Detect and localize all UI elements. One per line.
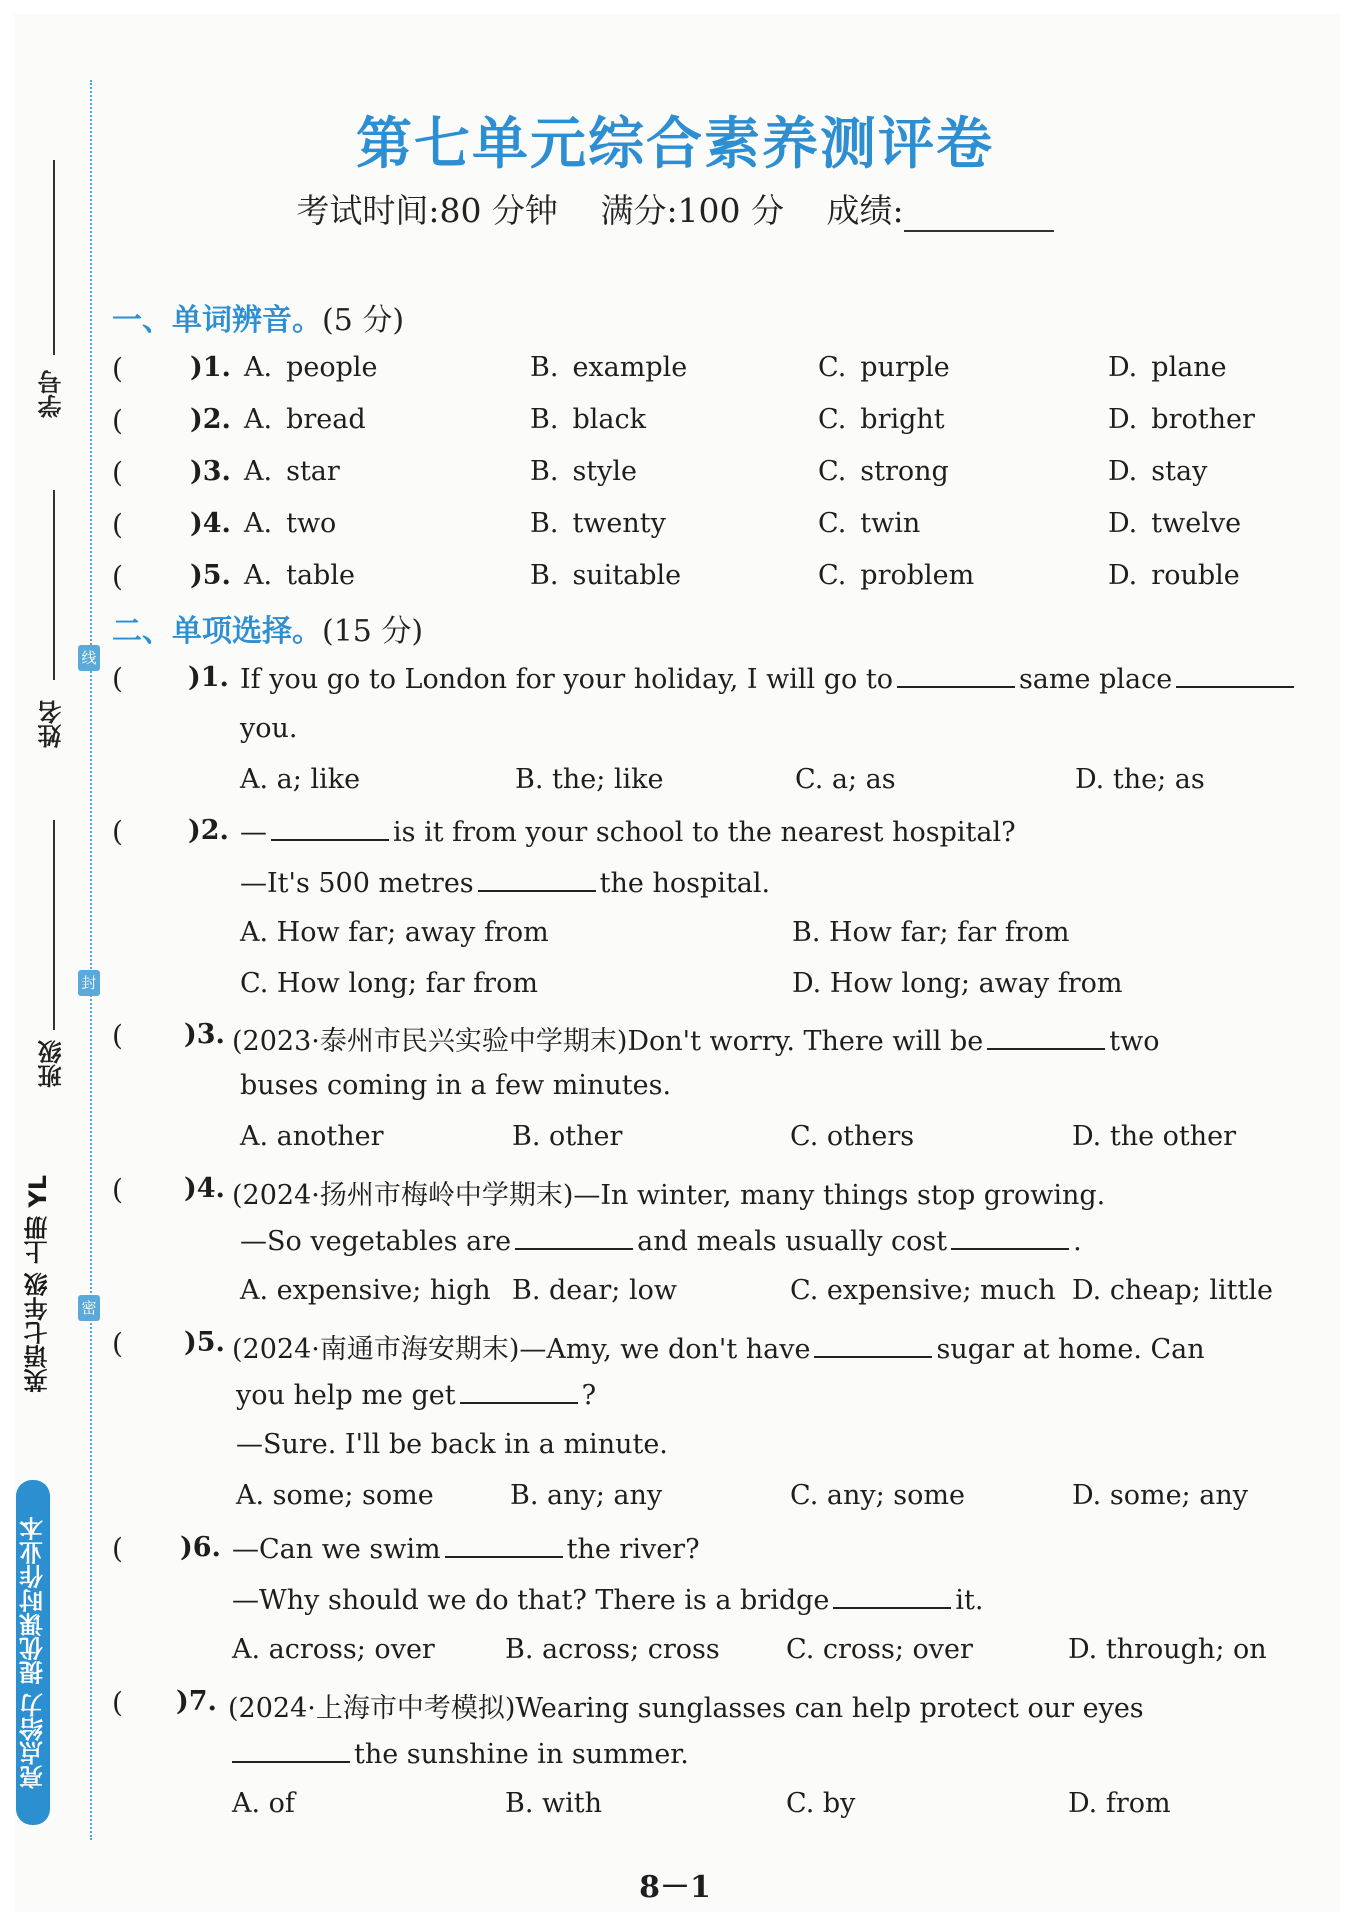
- q5-line1: [232, 1327, 1205, 1366]
- brand-label: 亮点给力 提优课时作业本: [16, 1480, 50, 1825]
- option-word: rouble: [1151, 560, 1240, 591]
- option-word: purple: [860, 352, 950, 383]
- fill-blank[interactable]: [232, 1737, 350, 1763]
- q2-line1: [240, 815, 1016, 848]
- word-option-b[interactable]: [530, 508, 666, 539]
- q6-option-c[interactable]: C. cross; over: [786, 1634, 973, 1665]
- q4-option-c[interactable]: C. expensive; much: [790, 1275, 1056, 1306]
- word-option-b[interactable]: [530, 404, 646, 435]
- section2-heading: [112, 606, 423, 650]
- seal-seal-mark: 封: [78, 970, 100, 996]
- q7-line1: (2024·上海市中考模拟)Wearing sunglasses can help protect our eyes: [228, 1693, 1144, 1724]
- answer-paren[interactable]: (: [112, 352, 123, 385]
- word-option-d[interactable]: [1108, 352, 1227, 383]
- q6-option-d[interactable]: D. through; on: [1068, 1634, 1267, 1665]
- q5-option-b[interactable]: B. any; any: [510, 1480, 663, 1511]
- option-word: bread: [286, 404, 366, 435]
- answer-paren[interactable]: (: [112, 1173, 123, 1206]
- word-option-c[interactable]: [818, 560, 974, 591]
- question-number: )5.: [184, 1327, 225, 1358]
- exam-time: 考试时间:80 分钟: [296, 191, 558, 230]
- word-option-c[interactable]: [818, 456, 949, 487]
- option-word: problem: [860, 560, 975, 591]
- word-option-a[interactable]: [244, 352, 378, 383]
- option-word: style: [572, 456, 638, 487]
- question-number: )1.: [190, 352, 231, 383]
- question-number: )1.: [188, 662, 229, 693]
- answer-paren[interactable]: (: [112, 404, 123, 437]
- page-number: 8－1: [639, 1870, 711, 1905]
- q4-option-d[interactable]: D. cheap; little: [1072, 1275, 1273, 1306]
- question-number: )3.: [190, 456, 231, 487]
- question-number: )2.: [188, 815, 229, 846]
- word-option-d[interactable]: [1108, 456, 1207, 487]
- q1-line1: [240, 662, 1298, 695]
- q4-line1: (2024·扬州市梅岭中学期末)—In winter, many things stop growing.: [232, 1180, 1106, 1211]
- answer-paren[interactable]: (: [112, 1686, 123, 1719]
- q6-text2: the river?: [566, 1534, 700, 1565]
- q2-line2: [240, 866, 770, 899]
- option-letter: A.: [244, 352, 273, 383]
- fill-blank[interactable]: [1176, 662, 1294, 688]
- q1-option-c[interactable]: C. a; as: [795, 764, 896, 795]
- word-option-a[interactable]: [244, 456, 340, 487]
- option-letter: A.: [244, 560, 273, 591]
- q6-line2: [232, 1583, 983, 1616]
- answer-paren[interactable]: (: [112, 1019, 123, 1052]
- option-letter: A.: [244, 456, 273, 487]
- q2-text3: —It's 500 metres: [240, 868, 474, 899]
- option-word: twelve: [1151, 508, 1242, 539]
- option-letter: B.: [530, 456, 559, 487]
- seal-line-mark: 线: [78, 645, 100, 671]
- q1-text2: same place: [1018, 664, 1173, 695]
- option-letter: A.: [244, 404, 273, 435]
- option-letter: D.: [1108, 508, 1138, 539]
- option-letter: B.: [530, 352, 559, 383]
- q3-text1: (2023·泰州市民兴实验中学期末)Don't worry. There will be: [232, 1026, 984, 1057]
- section2-title: 二、单项选择。: [112, 614, 322, 649]
- q7-text2: the sunshine in summer.: [354, 1739, 689, 1770]
- q4-option-b[interactable]: B. dear; low: [512, 1275, 677, 1306]
- answer-paren[interactable]: (: [112, 1532, 123, 1565]
- option-word: plane: [1151, 352, 1227, 383]
- name-line: [53, 490, 55, 680]
- q5-option-d[interactable]: D. some; any: [1072, 1480, 1248, 1511]
- q5-text4: ?: [581, 1380, 597, 1411]
- q5-option-c[interactable]: C. any; some: [790, 1480, 965, 1511]
- q2-option-b[interactable]: B. How far; far from: [792, 917, 1070, 948]
- word-option-a[interactable]: [244, 404, 366, 435]
- seal-secret-mark: 密: [78, 1295, 100, 1321]
- option-word: twin: [860, 508, 921, 539]
- q1-line2: you.: [240, 713, 298, 744]
- section1-heading: [112, 295, 404, 339]
- q7-option-a[interactable]: A. of: [232, 1788, 295, 1819]
- class-label: 班级: [38, 1040, 66, 1088]
- option-word: people: [286, 352, 378, 383]
- class-line: [53, 820, 55, 1030]
- option-word: two: [286, 508, 337, 539]
- option-letter: C.: [818, 456, 847, 487]
- q3-option-b[interactable]: B. other: [512, 1121, 623, 1152]
- q2-option-c[interactable]: C. How long; far from: [240, 968, 538, 999]
- q5-text2: sugar at home. Can: [936, 1334, 1205, 1365]
- answer-paren[interactable]: (: [112, 1327, 123, 1360]
- q4-line2: [240, 1224, 1082, 1257]
- binding-dotted-line: [90, 80, 92, 1840]
- fill-blank[interactable]: [271, 815, 389, 841]
- q2-option-d[interactable]: D. How long; away from: [792, 968, 1123, 999]
- option-word: twenty: [572, 508, 666, 539]
- word-option-d[interactable]: [1108, 404, 1255, 435]
- option-word: example: [572, 352, 688, 383]
- option-word: stay: [1151, 456, 1208, 487]
- option-letter: C.: [818, 508, 847, 539]
- question-number: )2.: [190, 404, 231, 435]
- word-option-b[interactable]: [530, 560, 681, 591]
- section1-points: (5 分): [322, 303, 405, 338]
- word-option-a[interactable]: [244, 508, 336, 539]
- fill-blank[interactable]: [814, 1332, 932, 1358]
- q6-text1: —Can we swim: [232, 1534, 441, 1565]
- answer-paren[interactable]: (: [112, 560, 123, 593]
- q6-text4: it.: [955, 1585, 984, 1616]
- fill-blank[interactable]: [445, 1532, 563, 1558]
- fill-blank[interactable]: [515, 1224, 633, 1250]
- option-word: brother: [1151, 404, 1255, 435]
- q4-text2: —So vegetables are: [240, 1226, 512, 1257]
- option-word: star: [286, 456, 340, 487]
- q7-option-d[interactable]: D. from: [1068, 1788, 1171, 1819]
- word-option-c[interactable]: [818, 404, 945, 435]
- q1-option-a[interactable]: A. a; like: [240, 764, 361, 795]
- q3-line1: [232, 1019, 1159, 1058]
- option-letter: D.: [1108, 456, 1138, 487]
- q1-text1: If you go to London for your holiday, I will go to: [240, 664, 893, 695]
- option-word: table: [286, 560, 355, 591]
- q6-text3: —Why should we do that? There is a bridge: [232, 1585, 830, 1616]
- q2-text4: the hospital.: [599, 868, 771, 899]
- answer-paren[interactable]: (: [112, 456, 123, 489]
- question-number: )7.: [176, 1686, 217, 1717]
- page-title: 第七单元综合素养测评卷: [356, 111, 994, 177]
- q6-option-b[interactable]: B. across; cross: [505, 1634, 720, 1665]
- option-word: suitable: [572, 560, 682, 591]
- answer-paren[interactable]: (: [112, 815, 123, 848]
- q6-line1: [232, 1532, 700, 1565]
- q5-option-a[interactable]: A. some; some: [236, 1480, 434, 1511]
- q2-text2: is it from your school to the nearest hospital?: [393, 817, 1016, 848]
- q6-option-a[interactable]: A. across; over: [232, 1634, 435, 1665]
- q5-line3: —Sure. I'll be back in a minute.: [236, 1429, 668, 1460]
- fill-blank[interactable]: [833, 1583, 951, 1609]
- q1-option-b[interactable]: B. the; like: [515, 764, 664, 795]
- option-word: bright: [860, 404, 945, 435]
- word-option-d[interactable]: [1108, 508, 1241, 539]
- option-letter: C.: [818, 560, 847, 591]
- fill-blank[interactable]: [987, 1024, 1105, 1050]
- option-word: black: [572, 404, 646, 435]
- q5-text3: you help me get: [236, 1380, 456, 1411]
- score-field[interactable]: [827, 191, 1054, 230]
- exam-full-score: 满分:100 分: [600, 191, 785, 230]
- fill-blank[interactable]: [897, 662, 1015, 688]
- question-number: )4.: [190, 508, 231, 539]
- q3-option-d[interactable]: D. the other: [1072, 1121, 1237, 1152]
- option-letter: A.: [244, 508, 273, 539]
- answer-paren[interactable]: (: [112, 508, 123, 541]
- word-option-c[interactable]: [818, 352, 950, 383]
- name-label: 姓名: [38, 700, 66, 748]
- fill-blank[interactable]: [460, 1378, 578, 1404]
- q7-line2: [232, 1737, 689, 1770]
- option-letter: B.: [530, 560, 559, 591]
- word-option-b[interactable]: [530, 456, 637, 487]
- option-letter: C.: [818, 404, 847, 435]
- q2-option-a[interactable]: A. How far; away from: [240, 917, 549, 948]
- q5-line2: [236, 1378, 596, 1411]
- q3-line2: buses coming in a few minutes.: [240, 1070, 672, 1101]
- word-option-d[interactable]: [1108, 560, 1240, 591]
- question-number: )5.: [190, 560, 231, 591]
- section1-title: 一、单词辨音。: [112, 303, 322, 338]
- fill-blank[interactable]: [951, 1224, 1069, 1250]
- answer-paren[interactable]: (: [112, 662, 123, 695]
- q4-text3: and meals usually cost: [637, 1226, 948, 1257]
- exam-info: [0, 185, 1350, 232]
- q4-text4: .: [1073, 1226, 1082, 1257]
- q2-dash: —: [240, 817, 267, 848]
- fill-blank[interactable]: [478, 866, 596, 892]
- student-no-label: 学号: [38, 370, 66, 418]
- question-number: )3.: [184, 1019, 225, 1050]
- option-letter: C.: [818, 352, 847, 383]
- question-number: )4.: [184, 1173, 225, 1204]
- option-word: strong: [860, 456, 949, 487]
- q4-option-a[interactable]: A. expensive; high: [240, 1275, 491, 1306]
- option-letter: B.: [530, 508, 559, 539]
- q3-text2: two: [1109, 1026, 1160, 1057]
- word-option-b[interactable]: [530, 352, 687, 383]
- q1-option-d[interactable]: D. the; as: [1075, 764, 1205, 795]
- book-label: 英语七年级 上册 YL: [24, 1175, 52, 1393]
- q7-option-b[interactable]: B. with: [505, 1788, 602, 1819]
- q3-option-a[interactable]: A. another: [240, 1121, 384, 1152]
- option-letter: B.: [530, 404, 559, 435]
- option-letter: D.: [1108, 404, 1138, 435]
- score-label: 成绩:: [826, 191, 904, 230]
- q3-option-c[interactable]: C. others: [790, 1121, 915, 1152]
- option-letter: D.: [1108, 560, 1138, 591]
- score-blank[interactable]: [904, 200, 1054, 232]
- word-option-a[interactable]: [244, 560, 355, 591]
- q5-text1: (2024·南通市海安期末)—Amy, we don't have: [232, 1334, 811, 1365]
- q7-option-c[interactable]: C. by: [786, 1788, 856, 1819]
- question-number: )6.: [180, 1532, 221, 1563]
- word-option-c[interactable]: [818, 508, 920, 539]
- option-letter: D.: [1108, 352, 1138, 383]
- section2-points: (15 分): [322, 614, 424, 649]
